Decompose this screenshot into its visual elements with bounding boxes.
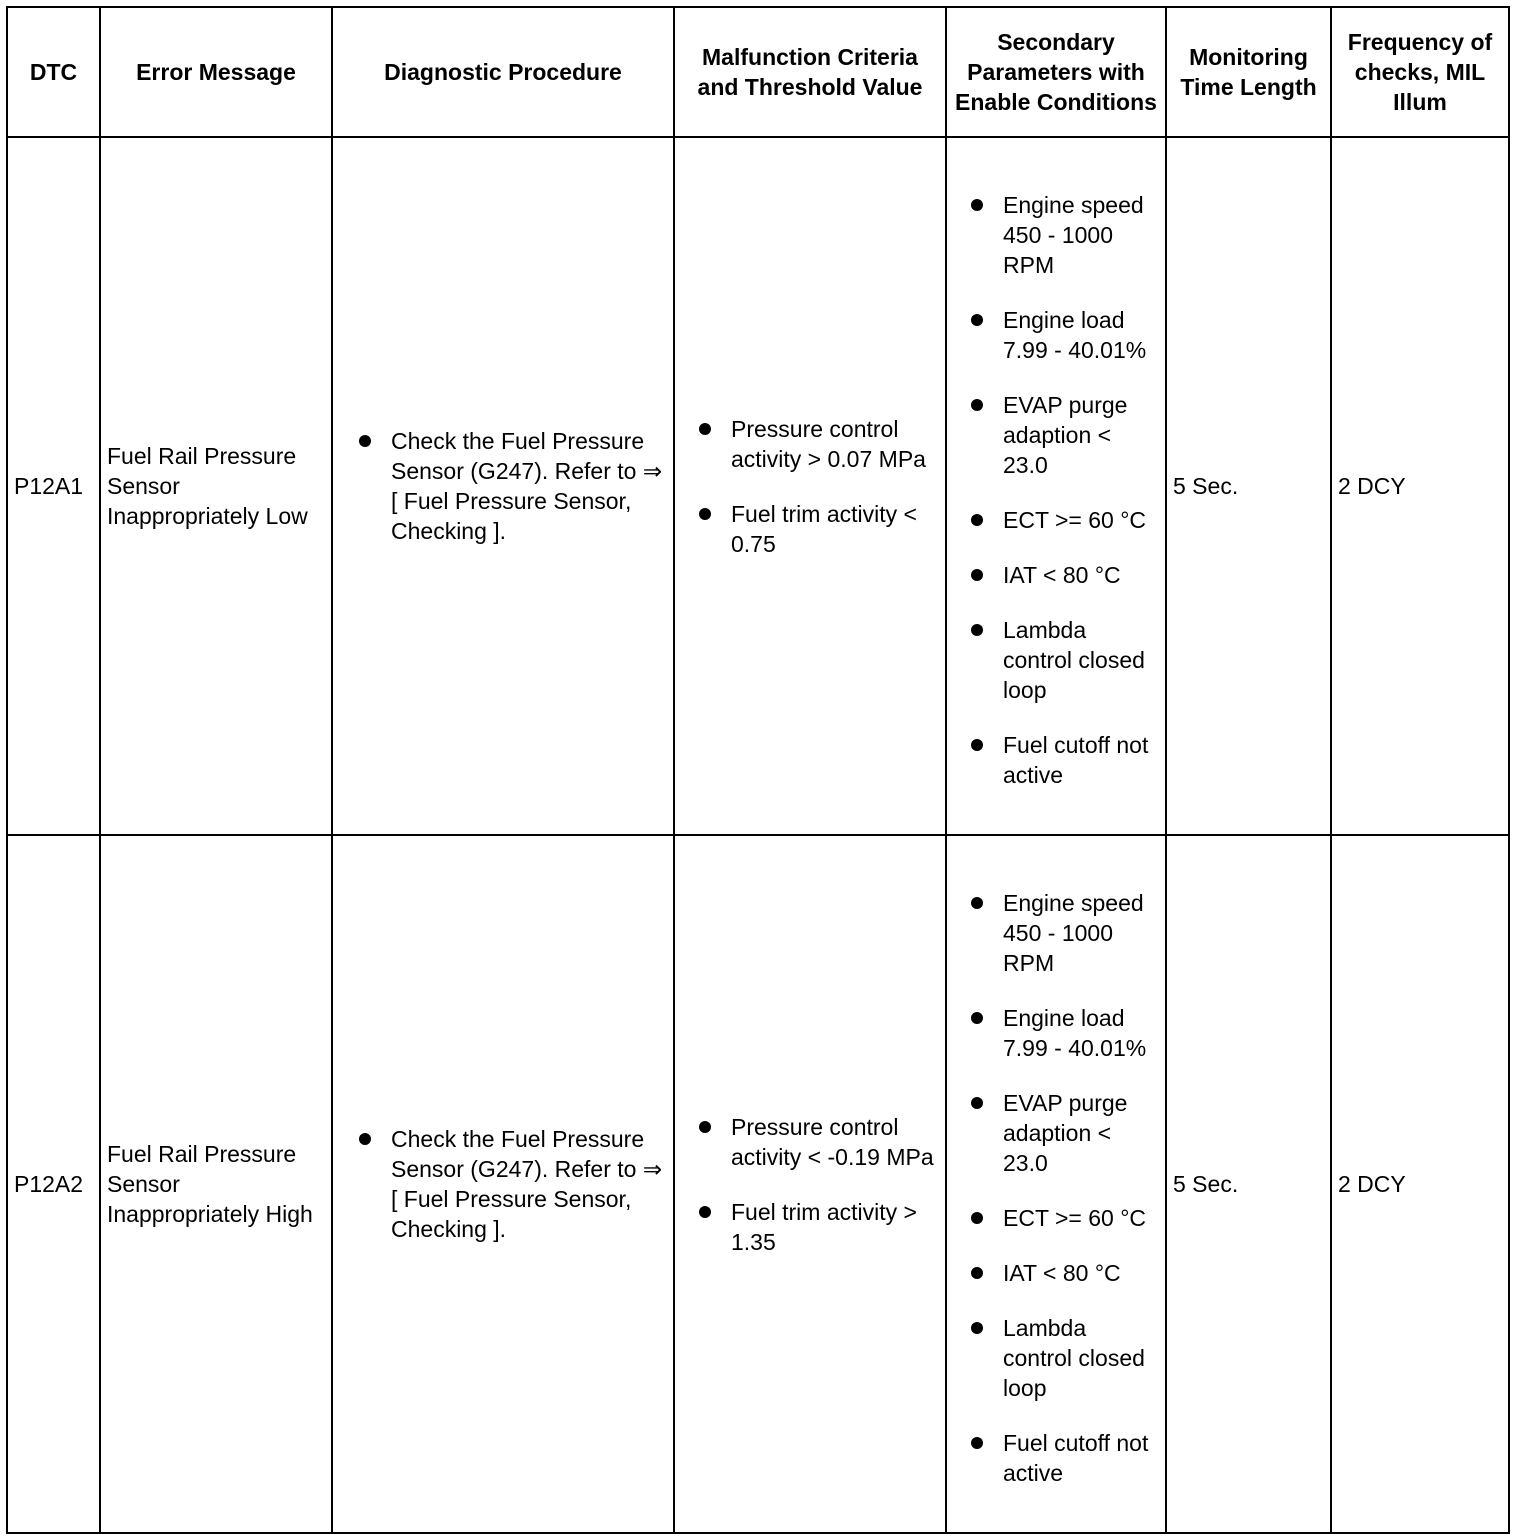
table-row: [7, 137, 1509, 835]
secondary-parameters: [946, 835, 1166, 1533]
list-item: EVAP purge adaption < 23.0: [971, 1088, 1159, 1178]
list-item: IAT < 80 °C: [971, 560, 1159, 590]
list-item: IAT < 80 °C: [971, 1258, 1159, 1288]
table-row: [7, 835, 1509, 1533]
list-item: Check the Fuel Pressure Sensor (G247). Refer to ⇒ [ Fuel Pressure Sensor, Checking ].: [359, 426, 667, 546]
bullet-icon: [699, 423, 711, 435]
list-item: EVAP purge adaption < 23.0: [971, 390, 1159, 480]
bullet-icon: [359, 1133, 371, 1145]
monitoring-time: 5 Sec.: [1166, 137, 1331, 835]
bullet-icon: [971, 1322, 983, 1334]
list-item: ECT >= 60 °C: [971, 505, 1159, 535]
list-item: Fuel cutoff not active: [971, 1428, 1159, 1488]
bullet-icon: [971, 569, 983, 581]
bullet-icon: [971, 1437, 983, 1449]
list-item: Engine speed 450 - 1000 RPM: [971, 190, 1159, 280]
bullet-icon: [699, 1206, 711, 1218]
malfunction-criteria: [674, 137, 946, 835]
list-item: Check the Fuel Pressure Sensor (G247). Refer to ⇒ [ Fuel Pressure Sensor, Checking ].: [359, 1124, 667, 1244]
bullet-icon: [971, 739, 983, 751]
header-malfunction-criteria: Malfunction Criteria and Threshold Value: [674, 7, 946, 137]
header-row: [7, 7, 1509, 137]
list-item: Engine load 7.99 - 40.01%: [971, 1003, 1159, 1063]
frequency-mil: 2 DCY: [1331, 137, 1509, 835]
header-diagnostic-procedure: Diagnostic Procedure: [332, 7, 674, 137]
bullet-icon: [971, 897, 983, 909]
list-item: Engine load 7.99 - 40.01%: [971, 305, 1159, 365]
header-dtc: DTC: [7, 7, 100, 137]
bullet-icon: [971, 1097, 983, 1109]
diagnostic-procedure: [332, 835, 674, 1533]
bullet-icon: [971, 1212, 983, 1224]
bullet-icon: [971, 624, 983, 636]
header-error-message: Error Message: [100, 7, 332, 137]
bullet-icon: [971, 314, 983, 326]
diagnostic-procedure: [332, 137, 674, 835]
frequency-mil: 2 DCY: [1331, 835, 1509, 1533]
malfunction-criteria: [674, 835, 946, 1533]
header-monitoring-time: Monitoring Time Length: [1166, 7, 1331, 137]
bullet-icon: [971, 514, 983, 526]
dtc-code: P12A1: [7, 137, 100, 835]
error-message: Fuel Rail Pressure Sensor Inappropriately High: [100, 835, 332, 1533]
secondary-parameters: [946, 137, 1166, 835]
bullet-icon: [699, 1121, 711, 1133]
bullet-icon: [699, 508, 711, 520]
list-item: Fuel trim activity > 1.35: [699, 1197, 939, 1257]
bullet-icon: [971, 1012, 983, 1024]
bullet-icon: [971, 399, 983, 411]
list-item: Lambda control closed loop: [971, 615, 1159, 705]
bullet-icon: [971, 1267, 983, 1279]
list-item: Pressure control activity > 0.07 MPa: [699, 414, 939, 474]
bullet-icon: [359, 435, 371, 447]
list-item: Pressure control activity < -0.19 MPa: [699, 1112, 939, 1172]
list-item: ECT >= 60 °C: [971, 1203, 1159, 1233]
dtc-table: [6, 6, 1510, 1534]
list-item: Fuel trim activity < 0.75: [699, 499, 939, 559]
dtc-code: P12A2: [7, 835, 100, 1533]
header-secondary-parameters: Secondary Parameters with Enable Conditions: [946, 7, 1166, 137]
header-frequency: Frequency of checks, MIL Illum: [1331, 7, 1509, 137]
monitoring-time: 5 Sec.: [1166, 835, 1331, 1533]
list-item: Fuel cutoff not active: [971, 730, 1159, 790]
list-item: Lambda control closed loop: [971, 1313, 1159, 1403]
error-message: Fuel Rail Pressure Sensor Inappropriately Low: [100, 137, 332, 835]
list-item: Engine speed 450 - 1000 RPM: [971, 888, 1159, 978]
bullet-icon: [971, 199, 983, 211]
